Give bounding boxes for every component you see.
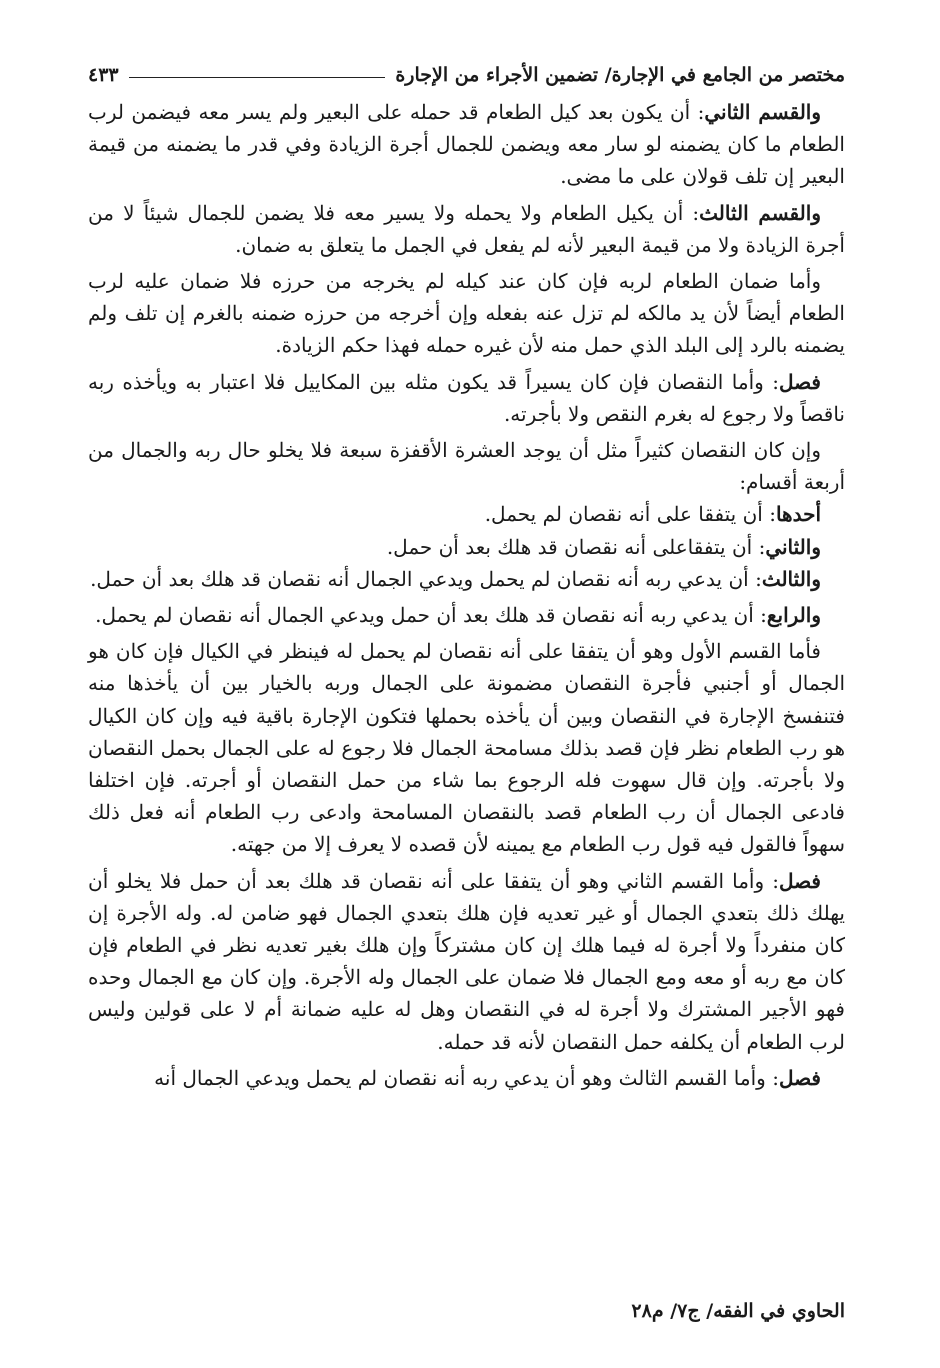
running-header bbox=[88, 58, 845, 92]
paragraph-lead: فصل bbox=[778, 868, 821, 893]
paragraph-8 bbox=[88, 563, 845, 595]
paragraph-lead: أحدها bbox=[775, 502, 821, 527]
paragraph-text: : أن يدعي ربه أنه نقصان قد هلك بعد أن حمل ويدعي الجمال أنه نقصان لم يحمل. bbox=[95, 603, 767, 628]
paragraph-text: : أن يدعي ربه أنه نقصان لم يحمل ويدعي الجمال أنه نقصان قد هلك بعد أن حمل. bbox=[90, 566, 762, 591]
paragraph-text: : وأما القسم الثاني وهو أن يتفقا على أنه نقصان قد هلك بعد أن حمل فلا يخلو أن يهلك ذلك بتعدي الجمال أو غير تعديه فإن هلك بتعدي الجمال فهو ضامن له. وله الأجرة إن كان منفرداً ولا أجرة له فيما هلك إن كان مشتركاً وإن هلك بغير تعديه نظر في الطعام فإن كان مع ربه أو معه ومع الجمال فلا ضمان على الجمال وله الأجرة. وإن كان مع الجمال وحده فهو الأجير المشترك ولا أجرة له في النقصان وهل له عليه ضمانة أم لا على قولين وليس لرب الطعام أن يكلفه حمل النقصان لأنه قد حمله. bbox=[88, 868, 846, 1054]
paragraph-text: وأما ضمان الطعام لربه فإن كان عند كيله لم يخرجه من حرزه فلا ضمان عليه لرب الطعام أيضاً لأن يد مالكه لم تزل عنه بفعله وإن أخرجه من حرزه ضمنه بالغرم إن تلف ولم يضمنه بالرد إلى البلد الذي حمل منه لأن غيره حمله فهذا حكم الزيادة. bbox=[88, 269, 845, 358]
paragraph-7 bbox=[88, 531, 845, 563]
paragraph-text: : أن يتفقاعلى أنه نقصان قد هلك بعد أن حمل. bbox=[386, 534, 766, 559]
paragraph-text: : وأما القسم الثالث وهو أن يدعي ربه أنه نقصان لم يحمل ويدعي الجمال أنه bbox=[154, 1065, 779, 1090]
paragraph-text: وإن كان النقصان كثيراً مثل أن يوجد العشرة الأقفزة سبعة فلا يخلو حال ربه والجمال من أربعة أقسام: bbox=[88, 438, 845, 495]
header-title: مختصر من الجامع في الإجارة/ تضمين الأجراء من الإجارة bbox=[395, 64, 845, 86]
paragraph-text: : أن يكون بعد كيل الطعام قد حمله على البعير ولم يسر معه فيضمن لرب الطعام ما كان يضمنه لو سار معه ويضمن للجمال أجرة الزيادة وفي قدر ما يضمنه من قيمة البعير إن تلف قولان على ما مضى. bbox=[88, 100, 845, 189]
paragraph-3 bbox=[88, 265, 845, 362]
paragraph-lead: والقسم الثالث bbox=[699, 200, 821, 225]
paragraph-9 bbox=[88, 599, 845, 631]
paragraph-5 bbox=[88, 434, 845, 498]
paragraph-lead: والثالث bbox=[761, 566, 821, 591]
paragraph-text: : أن يكيل الطعام ولا يحمله ولا يسير معه فلا يضمن للجمال شيئاً لا من أجرة الزيادة ولا من قيمة البعير لأنه لم يفعل في الجمل ما يتعلق به ضمان. bbox=[88, 200, 845, 257]
header-rule bbox=[129, 77, 386, 78]
paragraph-text: فأما القسم الأول وهو أن يتفقا على أنه نقصان لم يحمل له فينظر في الكيال فإن كان هو الجمال أو أجنبي فأجرة النقصان مضمونة على الجمال وربه بالخيار بين أن يأخذها منه فتنفسخ الإجارة في النقصان وبين أن يأخذه بحملها فتكون الإجارة باقية فيه وإن كان الكيال هو رب الطعام نظر فإن قصد بذلك مسامحة الجمال فلا رجوع له على الجمال بحمل النقصان ولا بأجرته. وإن قال سهوت فله الرجوع بما شاء من حمل النقصان أو أجرته. فإن اختلفا فادعى الجمال أن رب الطعام قصد بالنقصان المسامحة وادعى رب الطعام أنه فعل ذلك سهواً فالقول فيه قول رب الطعام مع يمينه لأن قصده لا يعرف إلا من جهته. bbox=[88, 639, 845, 857]
paragraph-lead: فصل bbox=[778, 1065, 821, 1090]
paragraph-10 bbox=[88, 635, 845, 860]
paragraph-lead: والرابع bbox=[766, 603, 821, 628]
paragraph-1 bbox=[88, 96, 845, 193]
paragraph-lead: والقسم الثاني bbox=[704, 100, 821, 124]
footer-signature: الحاوي في الفقه/ ج٧/ م٢٨ bbox=[631, 1300, 845, 1322]
paragraph-text: : وأما النقصان فإن كان يسيراً قد يكون مثله بين المكاييل فلا اعتبار به ويأخذه ربه ناقصاً ولا رجوع له بغرم النقص ولا بأجرته. bbox=[88, 369, 845, 426]
paragraph-4 bbox=[88, 366, 845, 430]
paragraph-11 bbox=[88, 865, 845, 1058]
body-text bbox=[88, 96, 845, 1094]
paragraph-lead: فصل bbox=[778, 369, 821, 394]
page bbox=[88, 58, 845, 1094]
paragraph-2 bbox=[88, 197, 845, 261]
paragraph-text: : أن يتفقا على أنه نقصان لم يحمل. bbox=[484, 502, 776, 527]
page-number: ٤٣٣ bbox=[88, 64, 119, 86]
paragraph-lead: والثاني bbox=[765, 534, 821, 559]
paragraph-6 bbox=[88, 498, 845, 530]
paragraph-12 bbox=[88, 1062, 845, 1094]
